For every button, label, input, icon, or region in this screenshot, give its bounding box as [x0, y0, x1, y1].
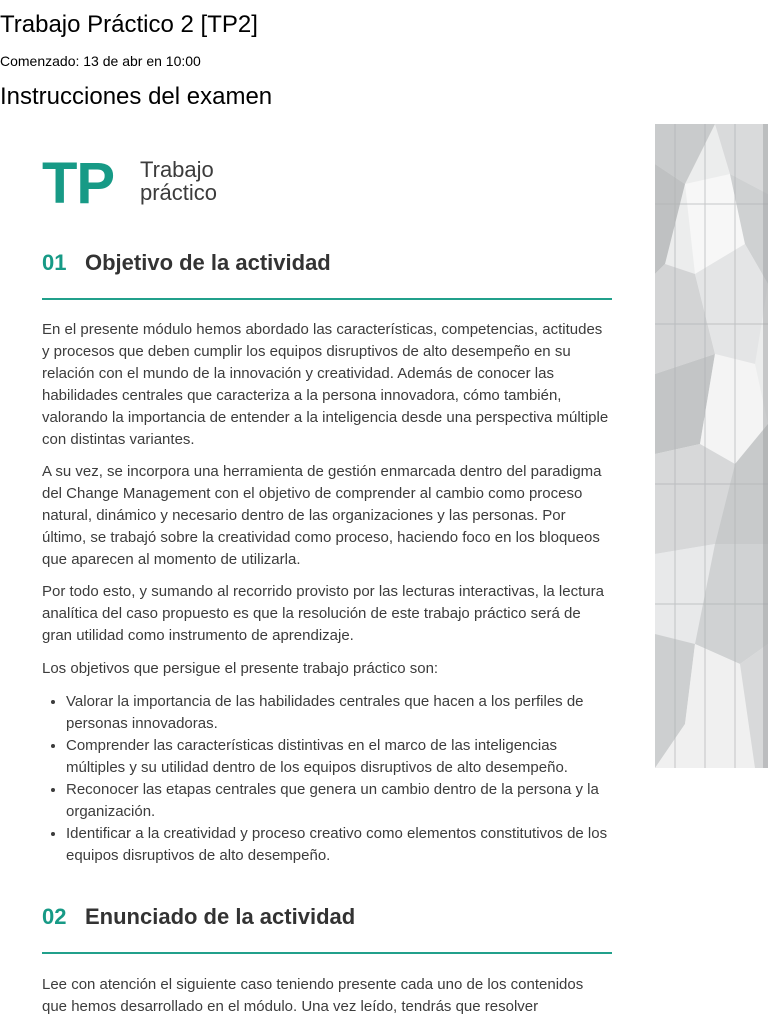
instructions-heading: Instrucciones del examen	[0, 83, 273, 110]
section-01-header	[42, 250, 612, 300]
section-01-paragraph-2: A su vez, se incorpora una herramienta de gestión enmarcada dentro del paradigma del Change Management con el objetivo de comprender al cambio como proceso natural, dinámico y necesario dentro de las organizaciones y las personas. Por último, se trabajó sobre la creatividad como proceso, haciendo foco en los bloqueos que aparecen al momento de utilizarla.	[42, 463, 602, 568]
tp-logo-word-line2: práctico	[140, 180, 218, 205]
list-item: • Identificar a la creatividad y proceso creativo como elementos constitutivos de los equipos disruptivos de alto desempeño.	[66, 823, 612, 867]
section-01-paragraph-1: En el presente módulo hemos abordado las características, competencias, actitudes y procesos que deben cumplir los equipos disruptivos de alto desempeño en su relación con el mundo de la innovación y creatividad. Además de conocer las habilidades centrales que caracteriza a la persona innovadora, cómo también, valorando la importancia de entender a la inteligencia desde una perspectiva múltiple con distintas variantes.	[42, 321, 609, 448]
tp-logo-mark: TP	[42, 151, 115, 216]
list-item: • Comprender las características distintivas en el marco de las inteligencias múltiples y su utilidad dentro de los equipos disruptivos de alto desempeño.	[66, 735, 612, 779]
tp-logo	[42, 150, 242, 220]
list-item: • Reconocer las etapas centrales que genera un cambio dentro de la persona y la organización.	[66, 779, 612, 823]
section-01-number: 01	[42, 250, 67, 275]
section-02-header	[42, 904, 612, 954]
section-02-paragraph: Lee con atención el siguiente caso teniendo presente cada uno de los contenidos que hemos desarrollado en el módulo. Una vez leído, tendrás que resolver	[42, 976, 584, 1015]
page-title: Trabajo Práctico 2 [TP2]	[0, 11, 258, 38]
tp-logo-word-line1: Trabajo	[140, 157, 214, 182]
objectives-list	[42, 691, 612, 867]
section-01-paragraph-3: Por todo esto, y sumando al recorrido provisto por las lecturas interactivas, la lectura analítica del caso propuesto es que la resolución de este trabajo práctico será de gran utilidad como instrumento de aprendizaje.	[42, 583, 604, 644]
started-timestamp: Comenzado: 13 de abr en 10:00	[0, 53, 201, 69]
list-item: • Valorar la importancia de las habilidades centrales que hacen a los perfiles de personas innovadoras.	[66, 691, 612, 735]
section-02-number: 02	[42, 904, 67, 929]
section-01-title: Objetivo de la actividad	[85, 250, 331, 275]
section-01-paragraph-4: Los objetivos que persigue el presente trabajo práctico son:	[42, 660, 439, 677]
decorative-architecture-image	[655, 124, 768, 768]
section-02-title: Enunciado de la actividad	[85, 904, 356, 929]
tp-logo-wordmark	[140, 158, 217, 204]
